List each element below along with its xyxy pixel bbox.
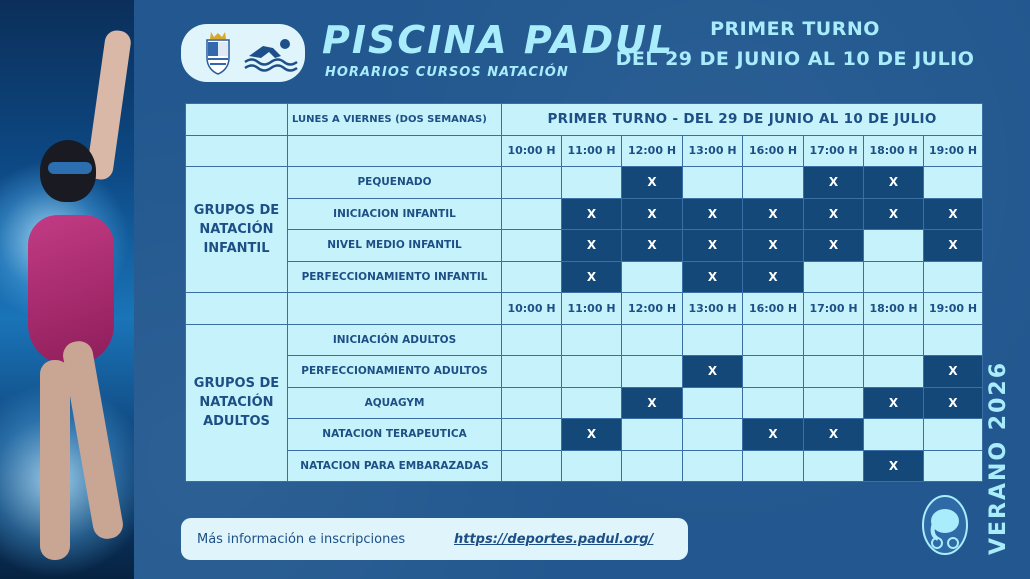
hour-header: 19:00 H [924, 293, 983, 325]
table-row [186, 261, 983, 293]
brand-subtitle: HORARIOS CURSOS NATACIÓN [325, 65, 569, 80]
course-label: INICIACIÓN ADULTOS [288, 324, 502, 356]
course-label: NATACION PARA EMBARAZADAS [288, 450, 502, 482]
course-label: NATACION TERAPEUTICA [288, 419, 502, 451]
slot-empty [622, 419, 683, 451]
hour-header: 10:00 H [502, 293, 562, 325]
blank-cell [186, 293, 288, 325]
slot-empty [502, 261, 562, 293]
brand-title: PISCINA PADUL [322, 18, 675, 62]
slot-marked: X [743, 419, 804, 451]
slot-marked: X [743, 261, 804, 293]
hour-header: 18:00 H [864, 293, 924, 325]
slot-empty [804, 387, 864, 419]
slot-empty [804, 450, 864, 482]
turno-dates: DEL 29 DE JUNIO AL 10 DE JULIO [615, 48, 975, 70]
course-label: INICIACION INFANTIL [288, 198, 502, 230]
table-row [186, 387, 983, 419]
slot-empty [683, 324, 743, 356]
slot-empty [502, 356, 562, 388]
slot-marked: X [924, 230, 983, 262]
slot-marked: X [864, 198, 924, 230]
slot-marked: X [562, 198, 622, 230]
group-label: GRUPOS DE NATACIÓN INFANTIL [186, 167, 288, 293]
slot-empty [864, 419, 924, 451]
group-label: GRUPOS DE NATACIÓN ADULTOS [186, 324, 288, 482]
slot-marked: X [683, 230, 743, 262]
slot-marked: X [562, 261, 622, 293]
slot-empty [562, 387, 622, 419]
hour-header: 12:00 H [622, 135, 683, 167]
slot-marked: X [804, 230, 864, 262]
slot-marked: X [683, 356, 743, 388]
hour-header: 17:00 H [804, 293, 864, 325]
slot-empty [562, 167, 622, 199]
header-row [186, 104, 983, 136]
slot-marked: X [804, 419, 864, 451]
course-label: PEQUENADO [288, 167, 502, 199]
slot-empty [622, 450, 683, 482]
course-label: NIVEL MEDIO INFANTIL [288, 230, 502, 262]
logo-badge [181, 24, 305, 82]
table-row [186, 324, 983, 356]
slot-marked: X [622, 167, 683, 199]
slot-marked: X [864, 450, 924, 482]
season-label: VERANO 2026 [986, 360, 1011, 555]
table-row [186, 198, 983, 230]
slot-empty [502, 450, 562, 482]
hours-row [186, 293, 983, 325]
slot-empty [804, 261, 864, 293]
slot-empty [743, 324, 804, 356]
info-banner [181, 518, 688, 560]
slot-marked: X [864, 387, 924, 419]
slot-empty [804, 324, 864, 356]
slot-empty [622, 324, 683, 356]
slot-empty [502, 198, 562, 230]
slot-marked: X [683, 261, 743, 293]
slot-empty [743, 450, 804, 482]
hour-header: 12:00 H [622, 293, 683, 325]
hour-header: 16:00 H [743, 135, 804, 167]
slot-empty [864, 324, 924, 356]
slot-marked: X [804, 198, 864, 230]
hour-header: 19:00 H [924, 135, 983, 167]
slot-empty [502, 419, 562, 451]
table-row [186, 450, 983, 482]
slot-empty [562, 450, 622, 482]
table-row [186, 167, 983, 199]
slot-marked: X [924, 387, 983, 419]
hour-header: 11:00 H [562, 293, 622, 325]
hour-header: 18:00 H [864, 135, 924, 167]
hours-row [186, 135, 983, 167]
hour-header: 17:00 H [804, 135, 864, 167]
swimmer-photo [0, 0, 134, 579]
slot-empty [683, 387, 743, 419]
slot-empty [562, 356, 622, 388]
course-label: PERFECCIONAMIENTO ADULTOS [288, 356, 502, 388]
slot-marked: X [562, 419, 622, 451]
slot-marked: X [683, 198, 743, 230]
slot-marked: X [622, 230, 683, 262]
slot-empty [743, 167, 804, 199]
table-row [186, 419, 983, 451]
slot-marked: X [924, 198, 983, 230]
hour-header: 10:00 H [502, 135, 562, 167]
town-crest-icon [203, 30, 233, 76]
slot-empty [924, 261, 983, 293]
slot-empty [683, 450, 743, 482]
slot-marked: X [743, 230, 804, 262]
slot-empty [924, 167, 983, 199]
slot-empty [864, 356, 924, 388]
slot-empty [924, 419, 983, 451]
slot-empty [864, 230, 924, 262]
slot-empty [683, 167, 743, 199]
hour-header: 16:00 H [743, 293, 804, 325]
slot-empty [622, 261, 683, 293]
slot-empty [743, 387, 804, 419]
slot-empty [864, 261, 924, 293]
slot-marked: X [924, 356, 983, 388]
slot-marked: X [622, 198, 683, 230]
blank-cell [288, 293, 502, 325]
table-row [186, 230, 983, 262]
registration-link[interactable]: https://deportes.padul.org/ [454, 532, 654, 547]
slot-empty [804, 356, 864, 388]
slot-empty [502, 230, 562, 262]
table-row [186, 356, 983, 388]
slot-empty [924, 450, 983, 482]
turno-banner: PRIMER TURNO - DEL 29 DE JUNIO AL 10 DE JULIO [502, 104, 983, 136]
slot-marked: X [622, 387, 683, 419]
slot-empty [562, 324, 622, 356]
slot-empty [502, 324, 562, 356]
slot-empty [743, 356, 804, 388]
corner-cell [186, 104, 288, 136]
slot-marked: X [743, 198, 804, 230]
slot-empty [622, 356, 683, 388]
slot-marked: X [804, 167, 864, 199]
hour-header: 11:00 H [562, 135, 622, 167]
slot-empty [924, 324, 983, 356]
mascot-icon [920, 493, 970, 557]
slot-empty [502, 387, 562, 419]
hour-header: 13:00 H [683, 135, 743, 167]
blank-cell [186, 135, 288, 167]
hour-header: 13:00 H [683, 293, 743, 325]
days-label: LUNES A VIERNES (DOS SEMANAS) [288, 104, 502, 136]
slot-marked: X [864, 167, 924, 199]
info-text: Más información e inscripciones [197, 532, 406, 547]
swimmer-icon [243, 34, 299, 72]
course-label: PERFECCIONAMIENTO INFANTIL [288, 261, 502, 293]
slot-marked: X [562, 230, 622, 262]
turno-title: PRIMER TURNO [710, 18, 880, 40]
schedule-table [185, 103, 983, 482]
blank-cell [288, 135, 502, 167]
slot-empty [502, 167, 562, 199]
slot-empty [683, 419, 743, 451]
course-label: AQUAGYM [288, 387, 502, 419]
